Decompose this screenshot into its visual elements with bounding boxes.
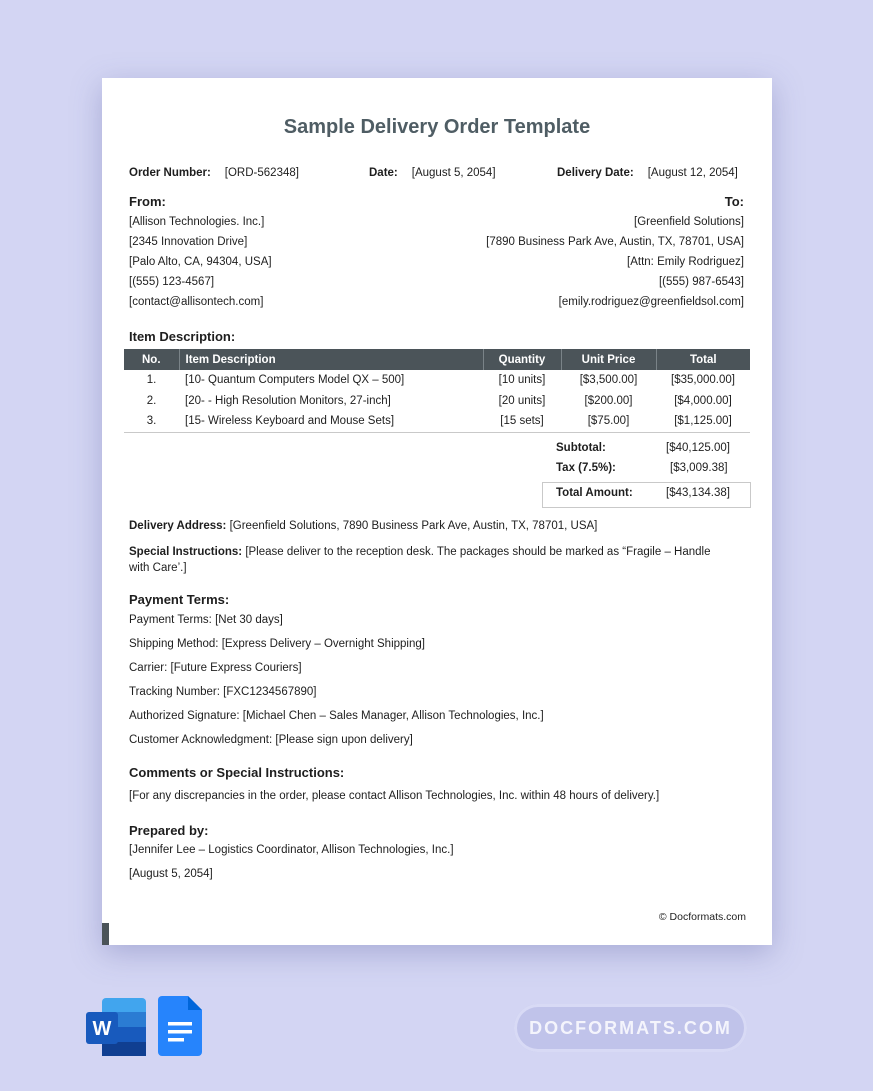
col-header-unit-price: Unit Price [561,349,656,370]
subtotal-label: Subtotal: [556,442,606,454]
items-table [124,349,750,433]
col-header-total: Total [656,349,750,370]
to-line: [emily.rodriguez@greenfieldsol.com] [558,296,744,308]
from-line: [contact@allisontech.com] [129,296,264,308]
table-header-row [124,349,750,370]
comments-heading: Comments or Special Instructions: [129,765,345,780]
tax-value: [$3,009.38] [670,462,728,474]
svg-text:W: W [92,1018,112,1040]
corner-tab-bottom-left [102,923,109,945]
payment-line: Customer Acknowledgment: [Please sign upon delivery] [129,734,413,746]
payment-line: Shipping Method: [Express Delivery – Overnight Shipping] [129,638,425,650]
document-title: Sample Delivery Order Template [283,116,591,138]
google-docs-icon[interactable] [158,996,202,1056]
table-row: 1. [10- Quantum Computers Model QX – 500] [10 units] [$3,500.00] [$35,000.00] [146,374,735,387]
to-heading: To: [724,194,744,209]
payment-line: Authorized Signature: [Michael Chen – Sales Manager, Allison Technologies, Inc.] [129,710,544,722]
from-line: [Allison Technologies. Inc.] [129,216,265,228]
table-row: 2. [20- - High Resolution Monitors, 27-inch] [20 units] [$200.00] [$4,000.00] [146,394,732,407]
from-line: [Palo Alto, CA, 94304, USA] [129,256,272,268]
from-heading: From: [129,194,166,209]
from-line: [(555) 123-4567] [129,276,215,288]
items-heading: Item Description: [129,329,236,344]
delivery-date: Delivery Date: [August 12, 2054] [557,167,738,179]
from-line: [2345 Innovation Drive] [129,236,248,248]
comments-text: [For any discrepancies in the order, please contact Allison Technologies, Inc. within 48 hours of delivery.] [129,790,660,802]
to-line: [(555) 987-6543] [658,276,744,288]
prepared-date: [August 5, 2054] [129,868,213,880]
document-page [102,78,772,945]
to-line: [Attn: Emily Rodriguez] [627,256,744,268]
copyright-notice: © Docformats.com [658,911,746,923]
col-header-no: No. [124,349,179,370]
subtotal-value: [$40,125.00] [666,442,730,454]
order-number: Order Number: [ORD-562348] [129,167,299,179]
payment-terms-heading: Payment Terms: [129,592,230,607]
payment-line: Tracking Number: [FXC1234567890] [129,686,317,698]
docformats-brand-badge[interactable]: DOCFORMATS.COM [514,1004,747,1052]
col-header-description: Item Description [179,349,483,370]
tax-label: Tax (7.5%): [556,462,616,474]
payment-line: Carrier: [Future Express Couriers] [129,662,302,674]
delivery-address: Delivery Address: [Greenfield Solutions, 7890 Business Park Ave, Austin, TX, 78701, USA] [129,520,598,532]
prepared-by-heading: Prepared by: [129,823,209,838]
total-label: Total Amount: [556,487,633,499]
table-row: 3. [15- Wireless Keyboard and Mouse Sets] [15 sets] [$75.00] [$1,125.00] [124,411,750,432]
special-instructions: Special Instructions: [Please deliver to the reception desk. The packages should be marked as “Fragile – Handle with Care’.] [129,546,711,574]
prepared-by-name: [Jennifer Lee – Logistics Coordinator, Allison Technologies, Inc.] [129,844,454,856]
order-date: Date: [August 5, 2054] [369,167,496,179]
to-line: [7890 Business Park Ave, Austin, TX, 78701, USA] [486,236,744,248]
to-line: [Greenfield Solutions] [634,216,744,228]
payment-line: Payment Terms: [Net 30 days] [129,614,283,626]
col-header-quantity: Quantity [483,349,561,370]
total-value: [$43,134.38] [666,487,730,499]
microsoft-word-icon[interactable] [86,998,148,1056]
